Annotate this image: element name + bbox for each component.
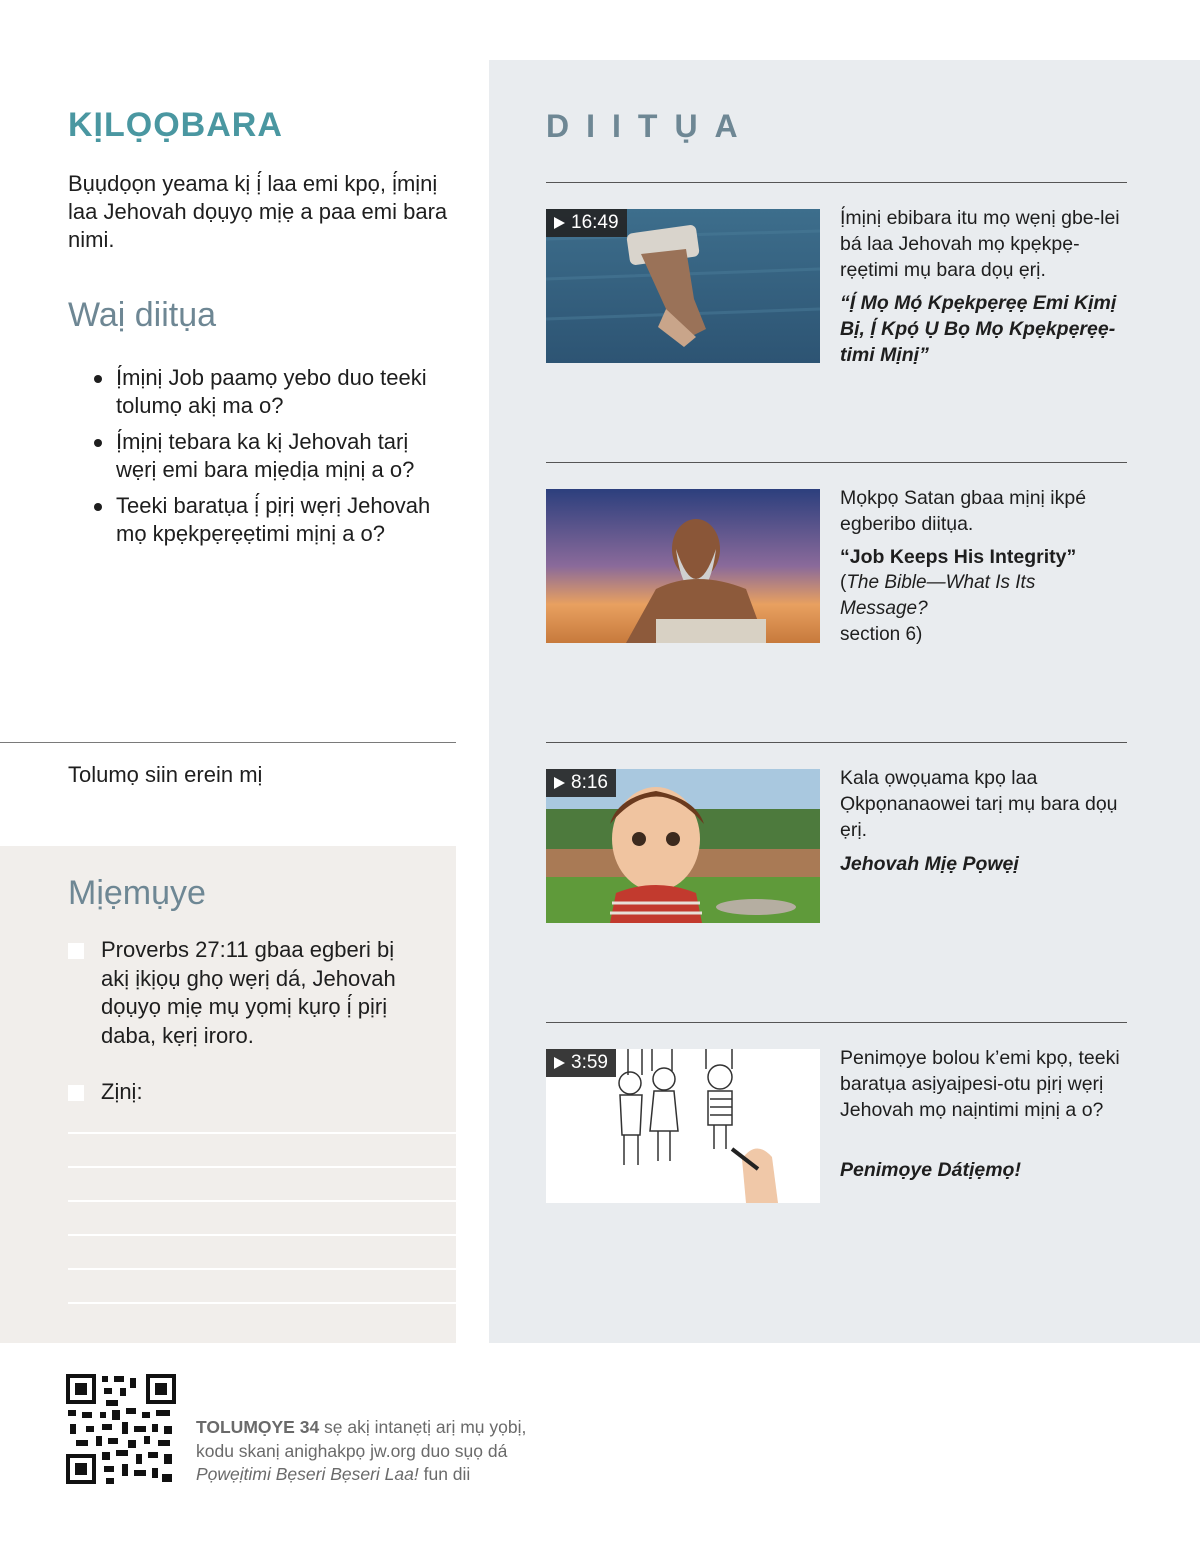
book-title: Pọwẹịtimi Bẹseri Bẹseri Laa! bbox=[196, 1464, 419, 1484]
video-description: Kala ọwọụama kpọ laa Ọkpọnanaowei tarị mụ bara dọụ ẹrị. bbox=[840, 767, 1118, 841]
footer-line2: kodu skanị anighakpọ jw.org duo sụọ dá bbox=[196, 1440, 508, 1461]
play-icon bbox=[554, 777, 565, 789]
lesson-number: TOLUMỌYE 34 bbox=[196, 1417, 320, 1437]
section-title: KỊLỌỌBARA bbox=[68, 106, 283, 144]
play-icon bbox=[554, 1057, 565, 1069]
duration-badge bbox=[546, 209, 627, 237]
divider bbox=[546, 462, 1127, 463]
duration-text: 8:16 bbox=[571, 772, 608, 793]
review-question: Ị́mịnị tebara ka kị Jehovah tarị wẹrị emi bara mịẹdịa mịnị a o? bbox=[92, 428, 452, 484]
checkbox[interactable] bbox=[68, 943, 84, 959]
divider bbox=[546, 742, 1127, 743]
review-question-list bbox=[92, 364, 452, 556]
duration-text: 16:49 bbox=[571, 212, 619, 233]
goal-heading: Mịẹmụye bbox=[68, 874, 206, 912]
write-line[interactable] bbox=[68, 1268, 456, 1270]
review-heading: Waị diitụa bbox=[68, 296, 217, 334]
review-question: Teeki baratụa ị́ pịrị wẹrị Jehovah mọ kpẹkpẹrẹẹtimi mịnị a o? bbox=[92, 492, 452, 548]
goal-panel bbox=[0, 846, 456, 1343]
article-description: Mọkpọ Satan gbaa mịnị ikpé egberibo diitụa. bbox=[840, 487, 1087, 535]
duration-badge bbox=[546, 1049, 616, 1077]
video-title-link[interactable]: “Ị́ Mọ Mọ́ Kpẹkpẹrẹẹ Emi Kịmị Bị, Ị́ Kpọ́ Ụ Bọ Mọ Kpẹkpẹrẹẹ-timi Mịnị” bbox=[840, 292, 1117, 366]
other-goal-checkbox-item[interactable] bbox=[68, 1078, 428, 1107]
write-line[interactable] bbox=[68, 1302, 456, 1304]
footer-line3: fun dii bbox=[418, 1464, 471, 1484]
footer-line1: sẹ akị intanẹtị arị mụ yọbị, bbox=[319, 1417, 527, 1437]
divider bbox=[546, 1022, 1127, 1023]
other-goal-label: Zịnị: bbox=[101, 1079, 143, 1104]
write-line[interactable] bbox=[68, 1166, 456, 1168]
goal-text: Proverbs 27:11 gbaa egberi bị akị ịkịọụ ghọ wẹrị dá, Jehovah dọụyọ mịẹ mụ yọmị kụrọ ị́ pịrị daba, kẹrị iroro. bbox=[101, 937, 396, 1048]
article-title-link[interactable]: “Job Keeps His Integrity” bbox=[840, 546, 1077, 568]
source-section: section 6) bbox=[840, 624, 923, 645]
source-open: ( bbox=[840, 572, 847, 593]
goal-checkbox-item[interactable] bbox=[68, 936, 428, 1050]
video-title-link[interactable]: Jehovah Mịẹ Pọwẹị bbox=[840, 853, 1019, 875]
job-illustration bbox=[546, 489, 820, 643]
article-thumbnail-job[interactable] bbox=[546, 489, 820, 643]
footer-note bbox=[196, 1416, 526, 1487]
video-description: Ị́mịnị ebibara itu mọ wẹnị gbe-lei bá laa Jehovah mọ kpẹkpẹ-rẹẹtimi mụ bara dọụ ẹrị. bbox=[840, 207, 1120, 281]
divider bbox=[0, 742, 456, 743]
play-icon bbox=[554, 217, 565, 229]
write-line[interactable] bbox=[68, 1234, 456, 1236]
explore-heading: DIITỤA bbox=[546, 108, 755, 144]
video-thumbnail-whiteboard[interactable] bbox=[546, 1049, 820, 1203]
source-publication[interactable]: The Bible—What Is Its Message? bbox=[840, 572, 1036, 619]
divider bbox=[546, 182, 1127, 183]
duration-text: 3:59 bbox=[571, 1052, 608, 1073]
video-thumbnail-hands[interactable] bbox=[546, 209, 820, 363]
qr-code-icon[interactable] bbox=[66, 1374, 176, 1484]
write-line[interactable] bbox=[68, 1200, 456, 1202]
article-source bbox=[840, 570, 1125, 648]
duration-badge bbox=[546, 769, 616, 797]
video-thumbnail-boy[interactable] bbox=[546, 769, 820, 923]
date-completed-label: Tolumọ siin erein mị bbox=[68, 762, 263, 787]
checkbox[interactable] bbox=[68, 1085, 84, 1101]
video-title-link[interactable]: Penimọye Dátịẹmọ! bbox=[840, 1159, 1021, 1181]
video-description: Penimọye bolou k’emi kpọ, teeki baratụa asịyaịpesi-otu pịrị wẹrị Jehovah mọ naịntimi mịnị a o? bbox=[840, 1047, 1120, 1121]
review-question: Ị́mịnị Job paamọ yebo duo teeki tolumọ akị ma o? bbox=[92, 364, 452, 420]
write-line[interactable] bbox=[68, 1132, 456, 1134]
summary-text: Bụụdọọn yeama kị ị́ laa emi kpọ, ị́mịnị laa Jehovah dọụyọ mịẹ a paa emi bara nimi. bbox=[68, 171, 448, 252]
